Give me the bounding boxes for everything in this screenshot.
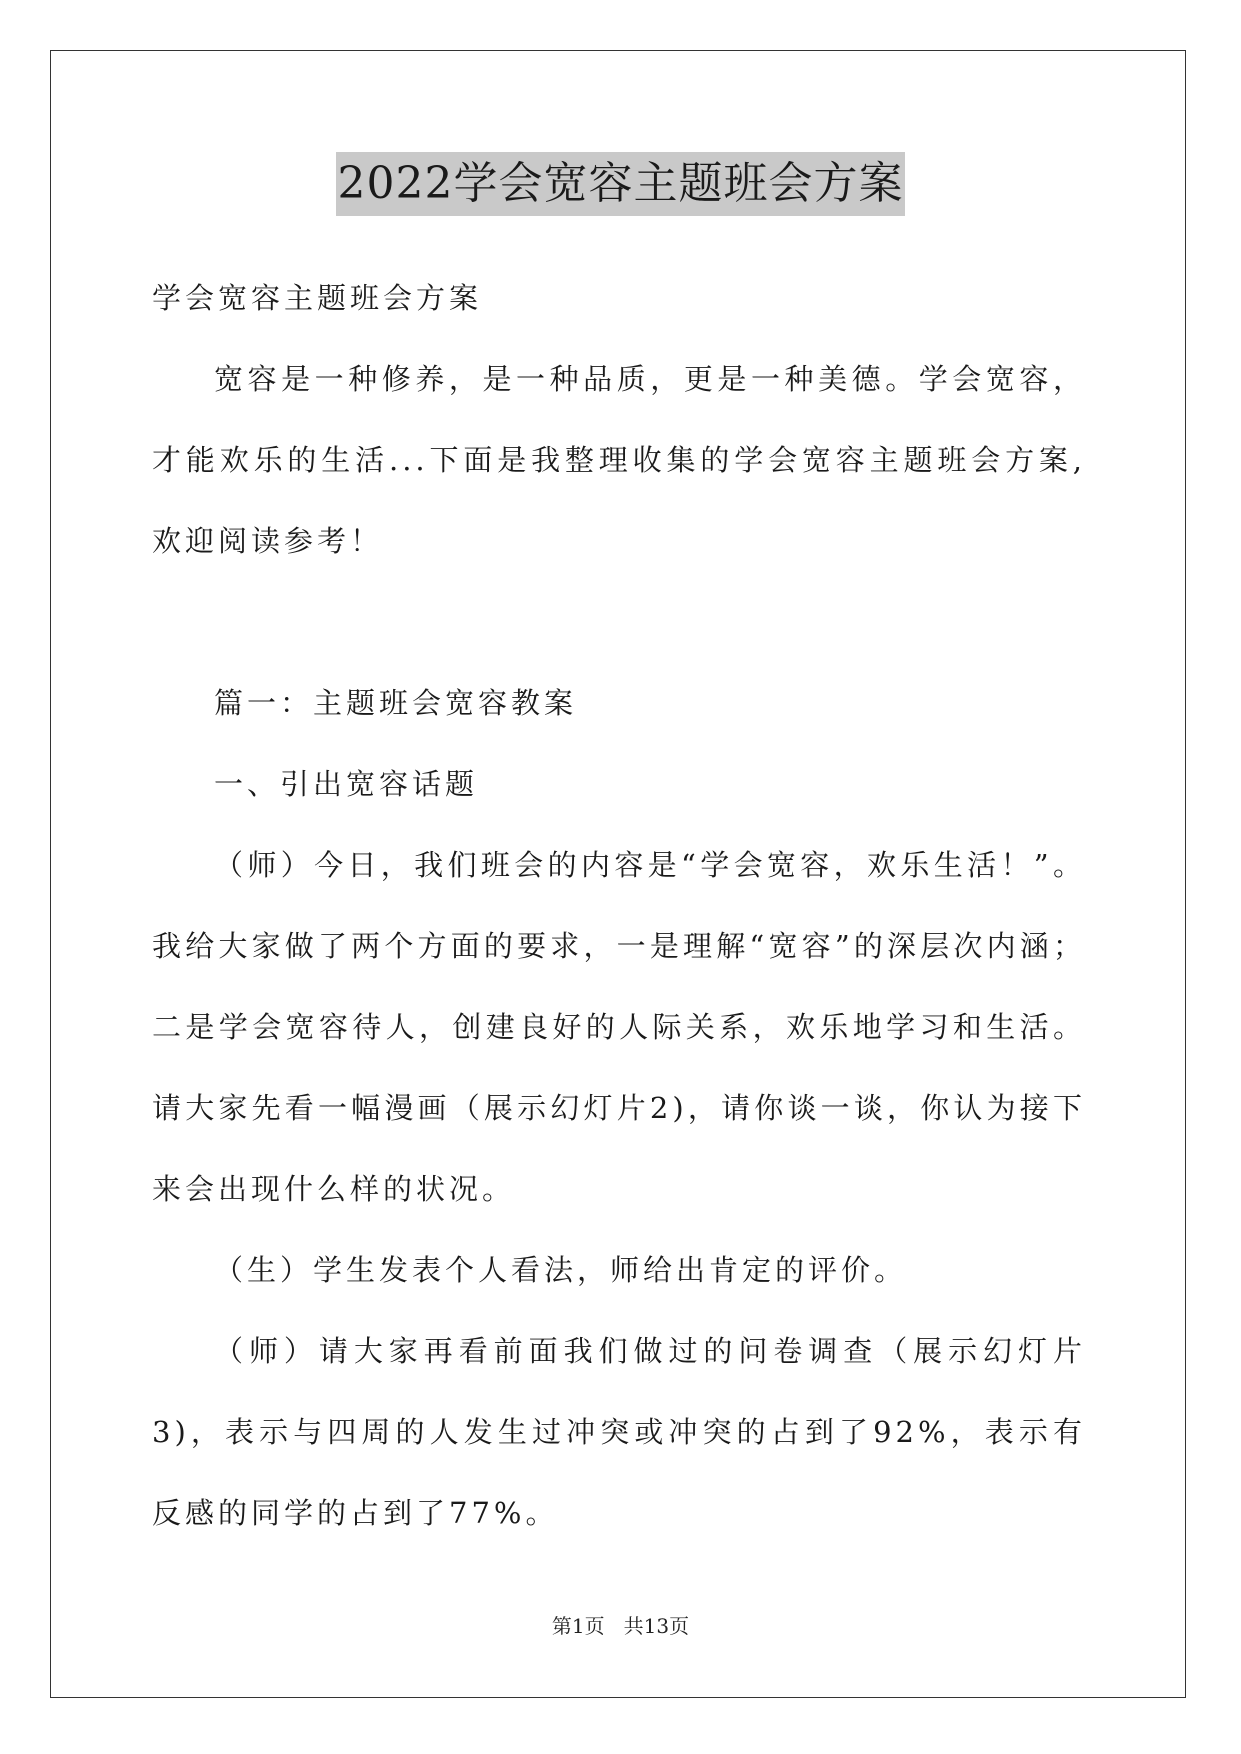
title-container [0,152,1241,216]
teacher-paragraph-2: （师）请大家再看前面我们做过的问卷调查（展示幻灯片3)，表示与四周的人发生过冲突或冲突的占到了92%，表示有反感的同学的占到了77%。 [152,1334,1086,1530]
document-body [152,258,1086,1554]
page-footer [0,1612,1241,1640]
intro-paragraph: 宽容是一种修养，是一种品质，更是一种美德。学会宽容，才能欢乐的生活...下面是我整理收集的学会宽容主题班会方案,欢迎阅读参考！ [152,362,1086,558]
teacher-paragraph-1: （师）今日，我们班会的内容是“学会宽容，欢乐生活！”。我给大家做了两个方面的要求，一是理解“宽容”的深层次内涵；二是学会宽容待人，创建良好的人际关系，欢乐地学习和生活。请大家先看一幅漫画（展示幻灯片2)，请你谈一谈，你认为接下来会出现什么样的状况。 [152,848,1086,1206]
student-paragraph-1: （生）学生发表个人看法，师给出肯定的评价。 [214,1253,908,1287]
subtitle-paragraph: 学会宽容主题班会方案 [152,281,483,315]
page-total: 共13页 [623,1614,690,1638]
document-title: 2022学会宽容主题班会方案 [336,152,906,216]
section-heading: 篇一：主题班会宽容教案 [214,686,578,720]
page-number: 第1页 [551,1614,605,1638]
part-heading: 一、引出宽容话题 [214,767,479,801]
